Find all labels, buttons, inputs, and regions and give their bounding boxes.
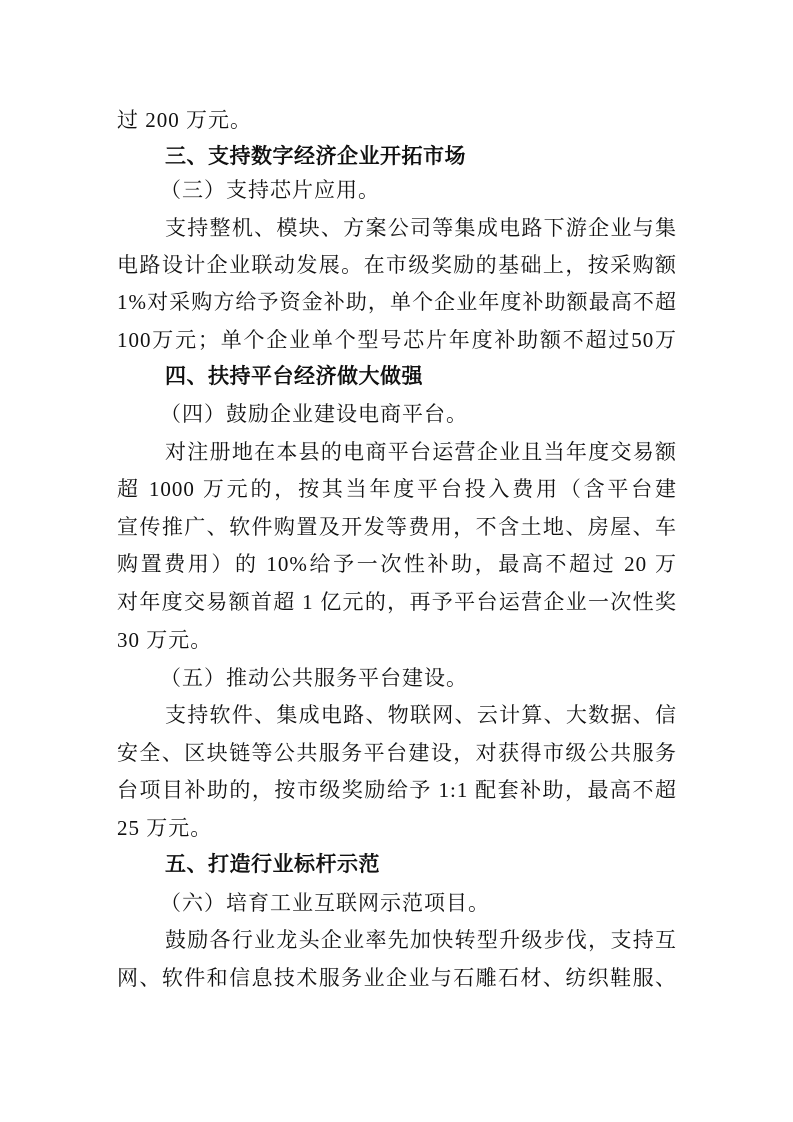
paragraph-line: 网、软件和信息技术服务业企业与石雕石材、纺织鞋服、: [117, 966, 677, 990]
paragraph-line: 过 200 万元。: [117, 108, 252, 132]
subsection-heading: （五）推动公共服务平台建设。: [160, 666, 468, 690]
paragraph-line: 超 1000 万元的，按其当年度平台投入费用（含平台建: [117, 477, 677, 501]
paragraph-line: 对年度交易额首超 1 亿元的，再予平台运营企业一次性奖: [117, 590, 677, 614]
paragraph-line: 宣传推广、软件购置及开发等费用，不含土地、房屋、车: [117, 515, 677, 539]
paragraph-line: 对注册地在本县的电商平台运营企业且当年度交易额: [165, 440, 677, 464]
paragraph-line: 购置费用）的 10%给予一次性补助，最高不超过 20 万: [117, 552, 677, 576]
paragraph-line: 1%对采购方给予资金补助，单个企业年度补助额最高不超: [117, 290, 677, 314]
paragraph-line: 100万元；单个企业单个型号芯片年度补助额不超过50万: [117, 328, 677, 352]
paragraph-line: 电路设计企业联动发展。在市级奖励的基础上，按采购额: [117, 253, 677, 277]
subsection-heading: （四）鼓励企业建设电商平台。: [160, 402, 468, 426]
paragraph-line: 台项目补助的，按市级奖励给予 1:1 配套补助，最高不超: [117, 778, 677, 802]
section-heading: 四、扶持平台经济做大做强: [165, 365, 423, 388]
subsection-heading: （三）支持芯片应用。: [160, 178, 380, 202]
paragraph-line: 支持整机、模块、方案公司等集成电路下游企业与集: [165, 216, 677, 240]
paragraph-line: 30 万元。: [117, 628, 213, 652]
paragraph-line: 鼓励各行业龙头企业率先加快转型升级步伐，支持互: [165, 928, 677, 952]
paragraph-line: 支持软件、集成电路、物联网、云计算、大数据、信: [165, 703, 677, 727]
paragraph-line: 安全、区块链等公共服务平台建设，对获得市级公共服务: [117, 741, 677, 765]
section-heading: 三、支持数字经济企业开拓市场: [165, 145, 466, 168]
section-heading: 五、打造行业标杆示范: [165, 853, 380, 876]
paragraph-line: 25 万元。: [117, 816, 213, 840]
subsection-heading: （六）培育工业互联网示范项目。: [160, 891, 490, 915]
